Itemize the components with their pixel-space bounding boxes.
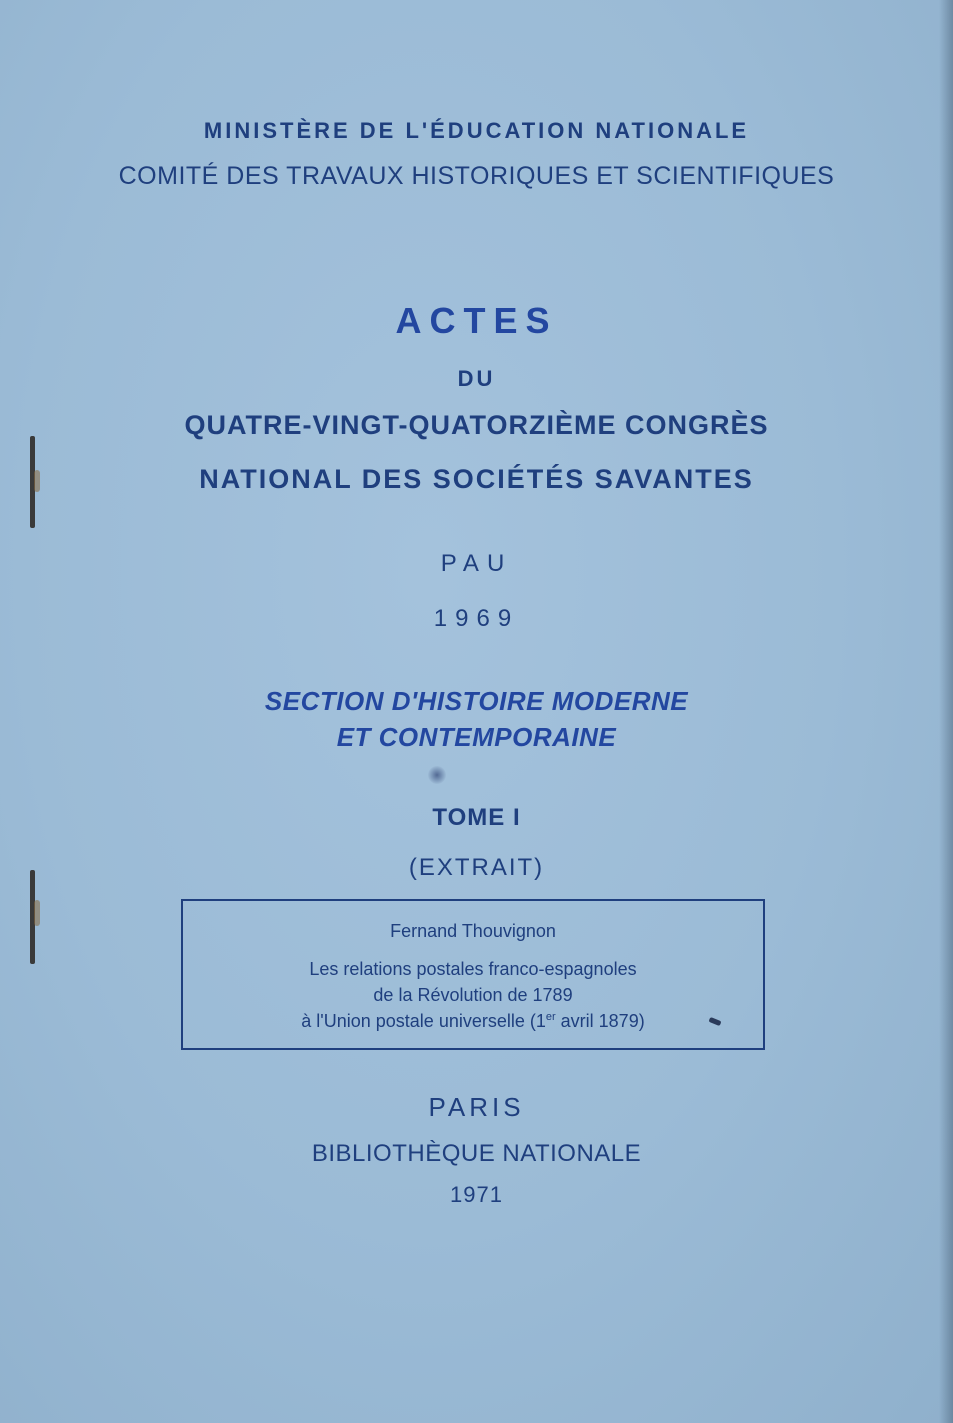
ordinal-superscript: er (545, 1011, 556, 1023)
congress-title-line-2: NATIONAL DES SOCIÉTÉS SAVANTES (199, 464, 754, 494)
ink-blot (428, 766, 446, 784)
article-title-line-3-end: avril 1879) (555, 1011, 645, 1031)
actes-title: ACTES (395, 300, 558, 341)
committee-heading: COMITÉ DES TRAVAUX HISTORIQUES ET SCIENTIFIQUES (118, 162, 835, 190)
venue-year: 1969 (433, 605, 520, 632)
article-title-line-3-start: à l'Union postale universelle (1 (301, 1011, 546, 1031)
article-box (181, 899, 765, 1050)
article-author: Fernand Thouvignon (390, 921, 556, 941)
venue-city: PAU (440, 550, 513, 577)
du-word: DU (457, 366, 496, 391)
rust-stain-bottom (34, 900, 40, 926)
congress-title-line-1: QUATRE-VINGT-QUATORZIÈME CONGRÈS (184, 410, 769, 440)
article-title-line-1: Les relations postales franco-espagnoles (309, 959, 637, 979)
section-title-line-2: ET CONTEMPORAINE (336, 722, 617, 752)
tome-label: TOME I (432, 804, 521, 831)
section-title-line-1: SECTION D'HISTOIRE MODERNE (264, 686, 689, 716)
ministry-heading: MINISTÈRE DE L'ÉDUCATION NATIONALE (203, 118, 750, 143)
article-title-line-3 (183, 1011, 763, 1032)
extrait-label: (EXTRAIT) (408, 854, 545, 881)
imprint-year: 1971 (450, 1182, 503, 1207)
imprint-publisher: BIBLIOTHÈQUE NATIONALE (311, 1140, 642, 1167)
imprint-city: PARIS (428, 1092, 525, 1122)
article-title-line-2: de la Révolution de 1789 (373, 985, 573, 1005)
